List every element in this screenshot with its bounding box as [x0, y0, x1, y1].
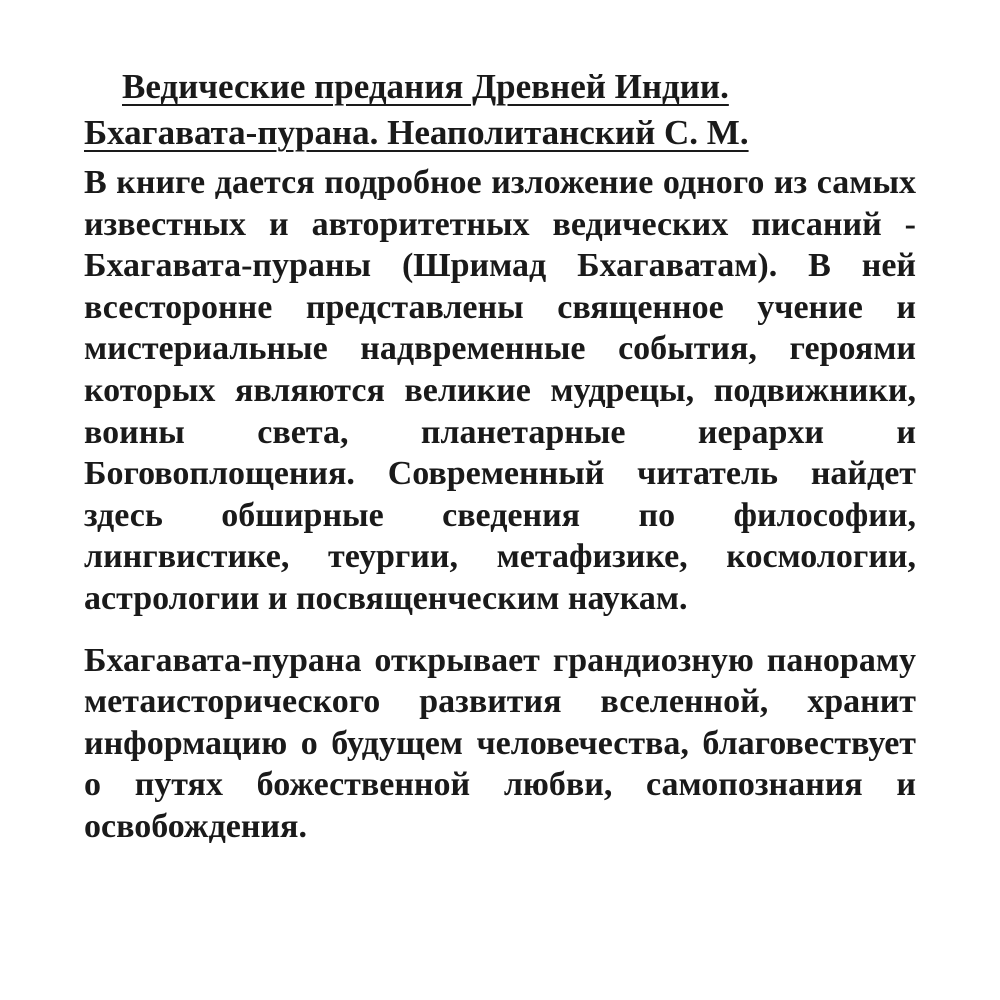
- title-line-1: [84, 64, 916, 110]
- description-paragraph-1: В книге дается подробное изложение одного из самых известных и авторитетных ведических писаний - Бхагавата-пураны (Шримад Бхагаватам). В ней всесторонне представлены священное учение и мистериальные надвременные события, героями которых являются великие мудрецы, подвижники, воины света, планетарные иерархи и Боговоплощения. Современный читатель найдет здесь обширные сведения по философии, лингвистике, теургии, метафизике, космологии, астрологии и посвященческим наукам.: [84, 164, 916, 617]
- title-line-1-text: Ведические предания Древней Индии.: [122, 67, 729, 106]
- document-title: [84, 64, 916, 156]
- description-paragraph-2: Бхагавата-пурана открывает грандиозную панораму метаисторического развития вселенной, хранит информацию о будущем человечества, благовествует о путях божественной любви, самопознания и освобождения.: [84, 641, 916, 845]
- title-line-2: [84, 110, 916, 156]
- title-line-2-text: Бхагавата-пурана. Неаполитанский С. М.: [84, 113, 749, 152]
- document-page: [84, 64, 916, 848]
